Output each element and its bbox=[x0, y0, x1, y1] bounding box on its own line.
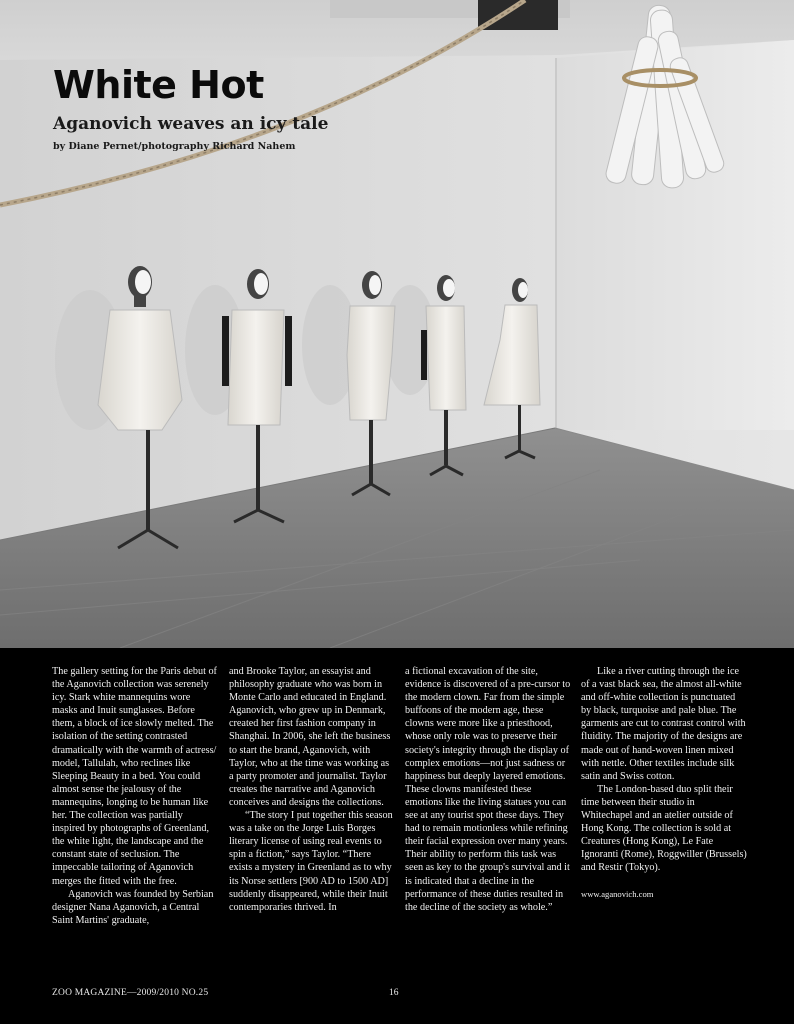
deck: Aganovich weaves an icy tale bbox=[53, 114, 329, 134]
column-1 bbox=[52, 665, 218, 927]
paragraph: Aganovich was founded by Serbian designer Nana Aganovich, a Central Saint Martins' graduate, bbox=[52, 888, 214, 926]
article-body bbox=[0, 665, 794, 975]
column-4 bbox=[581, 665, 747, 901]
paragraph: a fictional excavation of the site, evidence is discovered of a pre-cursor to the modern clown. Far from the simple buffoons of the modern age, these clowns were more like a priesthood, whose only role was to preserve their society's integrity through the display of complex emotions—not just sadness or happiness but deeply layered emotions. These clowns manifested these emotions like the living statues you can see at any tourist spot these days. They had to remain motionless while refining their facial expression over many years. Their ability to perform this task was seen as key to the group's survival and it is indicated that a decline in the performance of these duties resulted in the decline of the society as whole.” bbox=[405, 666, 571, 913]
footer-publication: ZOO MAGAZINE—2009/2010 NO.25 bbox=[52, 988, 209, 998]
paragraph: Like a river cutting through the ice of a vast black sea, the almost all-white and off-white collection is punctuated by black, turquoise and pale blue. The garments are cut to contrast control with fluidity. The majority of the designs are made out of hand-woven linen mixed with nettle. Other textiles include silk satin and Swiss cotton. bbox=[581, 666, 746, 782]
headline: White Hot bbox=[53, 63, 264, 107]
byline: by Diane Pernet/photography Richard Nahem bbox=[53, 141, 296, 152]
paragraph: The London-based duo split their time between their studio in Whitechapel and an atelier outside of Hong Kong. The collection is sold at Creatures (Hong Kong), Le Fate Ignoranti (Rome), Roggwiller (Brussels) and Restir (Tokyo). bbox=[581, 783, 747, 874]
paragraph: The gallery setting for the Paris debut of the Aganovich collection was serenely icy. Stark white mannequins wore masks and Inuit sunglasses. Before them, a block of ice slowly melted. The isolation of the setting contrasted dramatically with the warmth of actress/ model, Tallulah, who reclines like Sleeping Beauty in a bed. You could almost sense the jealousy of the mannequins, longing to be human like her. The collection was partially inspired by photographs of Greenland, the white light, the landscape and the constant state of seclusion. The impeccable tailoring of Aganovich merges the fitted with the free. bbox=[52, 666, 217, 887]
page-number: 16 bbox=[389, 988, 399, 998]
column-3 bbox=[405, 665, 571, 914]
website-link[interactable]: www.aganovich.com bbox=[581, 888, 654, 899]
column-2 bbox=[229, 665, 395, 914]
paragraph: and Brooke Taylor, an essayist and philosophy graduate who was born in Monte Carlo and educated in England. Aganovich, who grew up in Denmark, created her first fashion company in Shanghai. In 2006, she left the business to start the brand, Aganovich, with Taylor, who at the time was working as a party promoter and journalist. Taylor creates the narrative and Aganovich conceives and designs the collections. bbox=[229, 666, 391, 808]
paragraph: “The story I put together this season was a take on the Jorge Luis Borges literary license of using real events to spin a fiction,” says Taylor. “There exists a mystery in Greenland as to why its Norse settlers [900 AD to 1500 AD] suddenly disappeared, while their Inuit contemporaries thrived. In bbox=[229, 810, 393, 913]
